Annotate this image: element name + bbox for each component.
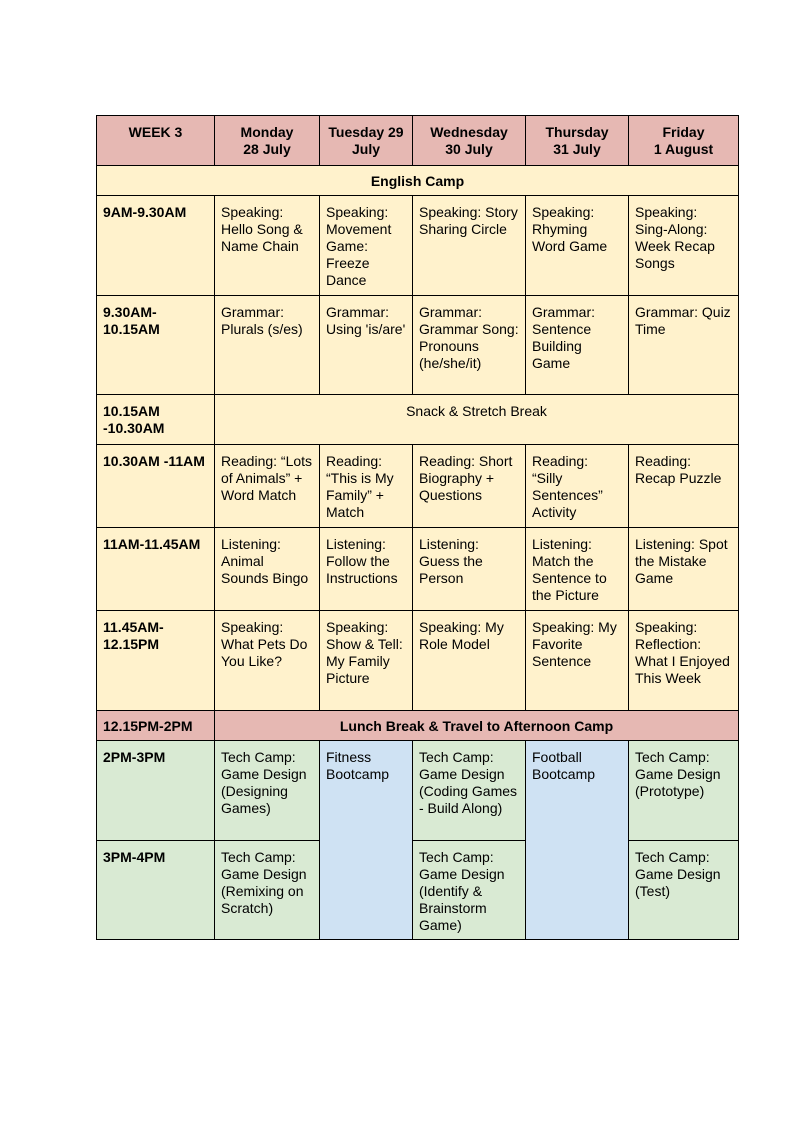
- activity-cell: Tech Camp: Game Design (Coding Games - Build Along): [413, 741, 526, 841]
- activity-cell: Listening: Match the Sentence to the Picture: [526, 528, 629, 611]
- activity-cell: Grammar: Plurals (s/es): [215, 296, 320, 395]
- afternoon-row: [97, 841, 739, 940]
- activity-cell: Speaking: Hello Song & Name Chain: [215, 196, 320, 296]
- lunch-row: [97, 711, 739, 741]
- time-slot: 9AM-9.30AM: [97, 196, 215, 296]
- activity-cell: Grammar: Sentence Building Game: [526, 296, 629, 395]
- schedule-row: [97, 445, 739, 528]
- activity-cell: Tech Camp: Game Design (Prototype): [629, 741, 739, 841]
- activity-cell: Reading: Recap Puzzle: [629, 445, 739, 528]
- time-slot: 11.45AM-12.15PM: [97, 611, 215, 711]
- time-slot: 9.30AM-10.15AM: [97, 296, 215, 395]
- activity-cell: Speaking: Reflection: What I Enjoyed This Week: [629, 611, 739, 711]
- lunch-break-cell: Lunch Break & Travel to Afternoon Camp: [215, 711, 739, 741]
- day-header-wednesday: Wednesday 30 July: [413, 116, 526, 166]
- activity-cell: Grammar: Using 'is/are': [320, 296, 413, 395]
- activity-cell: Listening: Guess the Person: [413, 528, 526, 611]
- activity-cell: Tech Camp: Game Design (Identify & Brainstorm Game): [413, 841, 526, 940]
- activity-cell: Speaking: Sing-Along: Week Recap Songs: [629, 196, 739, 296]
- weekly-schedule-table: [96, 115, 739, 940]
- time-slot: 11AM-11.45AM: [97, 528, 215, 611]
- activity-cell: Listening: Follow the Instructions: [320, 528, 413, 611]
- fitness-bootcamp-cell: Fitness Bootcamp: [320, 741, 413, 940]
- activity-cell: Listening: Animal Sounds Bingo: [215, 528, 320, 611]
- time-slot: 12.15PM-2PM: [97, 711, 215, 741]
- activity-cell: Reading: “Lots of Animals” + Word Match: [215, 445, 320, 528]
- activity-cell: Speaking: Movement Game: Freeze Dance: [320, 196, 413, 296]
- header-row: [97, 116, 739, 166]
- activity-cell: Reading: “This is My Family” + Match: [320, 445, 413, 528]
- activity-cell: Speaking: My Favorite Sentence: [526, 611, 629, 711]
- day-header-tuesday: Tuesday 29 July: [320, 116, 413, 166]
- time-slot: 10.30AM -11AM: [97, 445, 215, 528]
- day-header-thursday: Thursday 31 July: [526, 116, 629, 166]
- activity-cell: Speaking: What Pets Do You Like?: [215, 611, 320, 711]
- time-slot: 10.15AM -10.30AM: [97, 395, 215, 445]
- schedule-row: [97, 611, 739, 711]
- day-header-monday: Monday 28 July: [215, 116, 320, 166]
- activity-cell: Speaking: Show & Tell: My Family Picture: [320, 611, 413, 711]
- snack-break-cell: Snack & Stretch Break: [215, 395, 739, 445]
- activity-cell: Speaking: Story Sharing Circle: [413, 196, 526, 296]
- activity-cell: Speaking: Rhyming Word Game: [526, 196, 629, 296]
- activity-cell: Speaking: My Role Model: [413, 611, 526, 711]
- activity-cell: Tech Camp: Game Design (Designing Games): [215, 741, 320, 841]
- afternoon-row: [97, 741, 739, 841]
- activity-cell: Grammar: Grammar Song: Pronouns (he/she/it): [413, 296, 526, 395]
- day-header-friday: Friday 1 August: [629, 116, 739, 166]
- time-slot: 3PM-4PM: [97, 841, 215, 940]
- schedule-row: [97, 528, 739, 611]
- time-slot: 2PM-3PM: [97, 741, 215, 841]
- activity-cell: Tech Camp: Game Design (Remixing on Scratch): [215, 841, 320, 940]
- activity-cell: Listening: Spot the Mistake Game: [629, 528, 739, 611]
- schedule-row: [97, 296, 739, 395]
- football-bootcamp-cell: Football Bootcamp: [526, 741, 629, 940]
- schedule-row: [97, 196, 739, 296]
- schedule-row: [97, 395, 739, 445]
- activity-cell: Reading: “Silly Sentences” Activity: [526, 445, 629, 528]
- activity-cell: Tech Camp: Game Design (Test): [629, 841, 739, 940]
- week-label: WEEK 3: [97, 116, 215, 166]
- activity-cell: Grammar: Quiz Time: [629, 296, 739, 395]
- english-camp-title: English Camp: [97, 166, 739, 196]
- activity-cell: Reading: Short Biography + Questions: [413, 445, 526, 528]
